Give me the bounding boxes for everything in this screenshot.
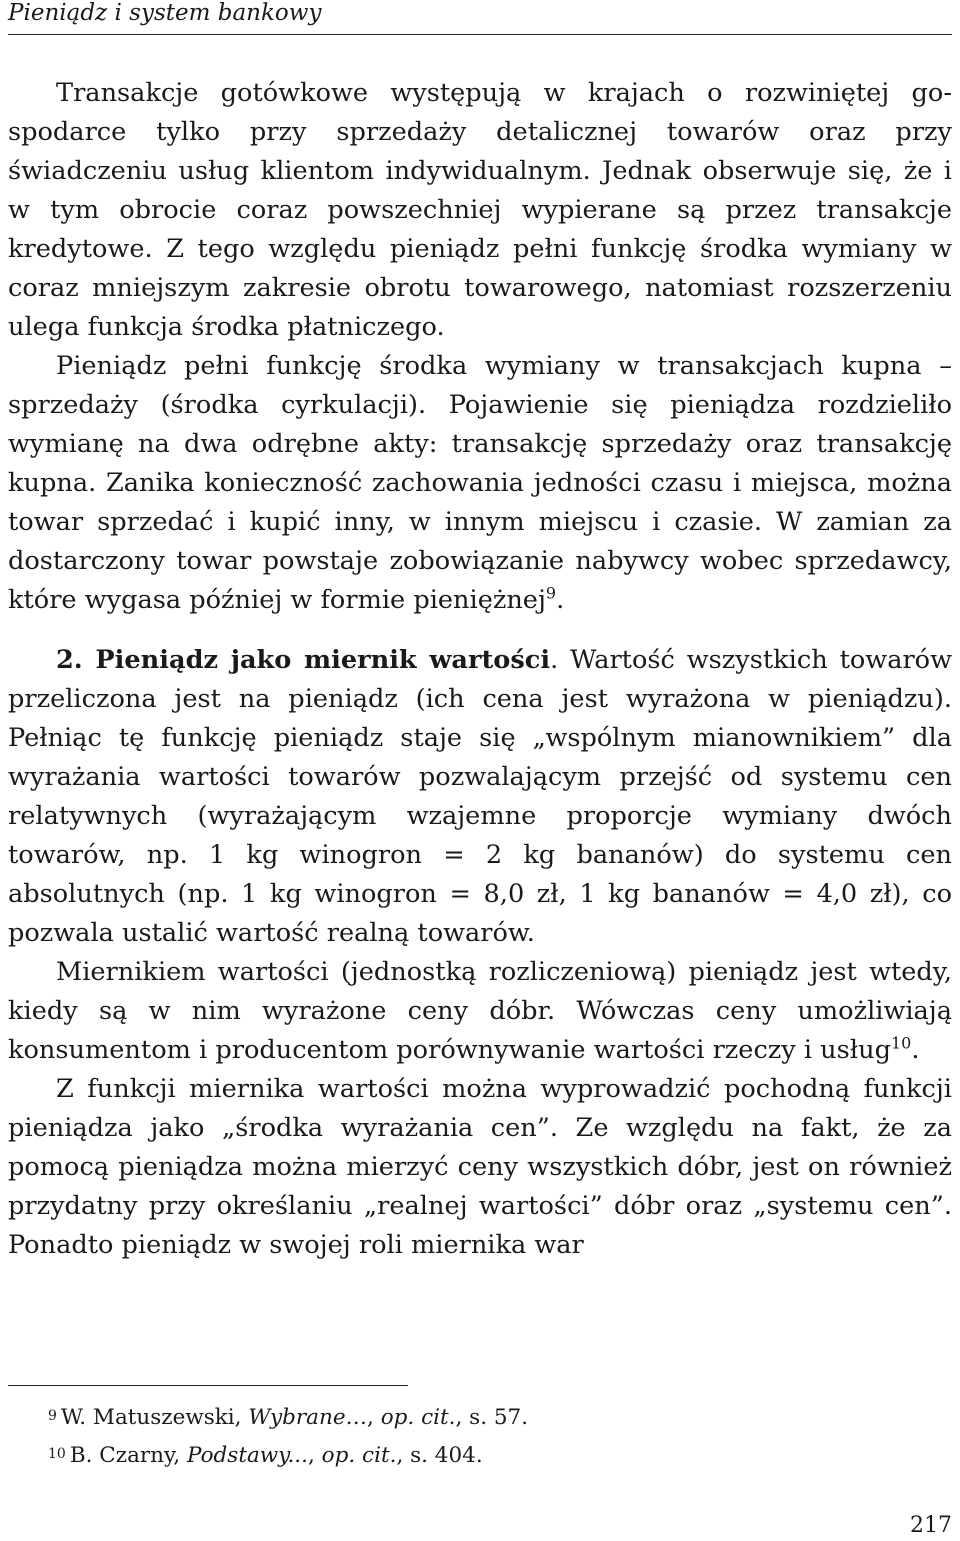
footnote-author: B. Czarny, <box>69 1443 187 1468</box>
footnote-reference: 10 <box>890 1033 912 1053</box>
paragraph-measure-of-value <box>8 641 952 953</box>
footnote-9 <box>48 1398 928 1436</box>
paragraph-end: . <box>556 585 565 615</box>
body-text <box>8 74 952 1265</box>
footnote-op-cit: op. cit. <box>380 1405 456 1430</box>
paragraph-cash-transactions <box>8 74 952 347</box>
paragraph-text: Z funkcji miernika wartości można wyprowadzić pochodną funkcji pieniądza jako „środka wyrażania cen”. Ze względu na fakt, że za pomocą pieniądza można mierzyć ceny wszystkich dóbr, jest on również przydatny przy określaniu „realnej wartości” dóbr oraz „systemu cen”. Ponadto pieniądz w swojej roli miernika war <box>8 1074 952 1260</box>
footnote-10 <box>48 1436 928 1474</box>
footnote-number: 9 <box>48 1408 57 1424</box>
paragraph-price-expression <box>8 1070 952 1265</box>
footnote-separator-text: , <box>307 1443 322 1468</box>
footnote-page: , s. 57. <box>455 1405 529 1430</box>
footnote-reference: 9 <box>545 583 557 603</box>
footnote-separator <box>8 1385 408 1386</box>
footnote-page: , s. 404. <box>396 1443 483 1468</box>
footnote-title: Podstawy... <box>186 1443 308 1468</box>
footnote-number: 10 <box>48 1446 66 1462</box>
running-header <box>8 0 952 35</box>
paragraph-end: . <box>911 1035 920 1065</box>
footnote-title: Wybrane… <box>248 1405 368 1430</box>
paragraph-unit-of-account <box>8 953 952 1070</box>
page-number: 217 <box>910 1513 952 1538</box>
footnotes <box>48 1398 928 1474</box>
paragraph-medium-of-exchange <box>8 347 952 620</box>
footnote-op-cit: op. cit. <box>321 1443 397 1468</box>
footnote-author: W. Matuszewski, <box>60 1405 249 1430</box>
paragraph-text: Miernikiem wartości (jednostką rozliczeniową) pieniądz jest wtedy, kiedy są w nim wyrażone ceny dóbr. Wówczas ceny umożliwiają konsumentom i producentom porównywanie wartości rzeczy i usług <box>8 957 952 1065</box>
footnote-separator-text: , <box>367 1405 381 1430</box>
section-heading: 2. Pieniądz jako miernik wartości <box>56 645 551 675</box>
paragraph-text: Transakcje gotówkowe występują w krajach o rozwiniętej gospodarce tylko przy sprzedaży detalicznej towarów oraz przy świadczeniu usług klientom indywidualnym. Jednak obserwuje się, że i w tym obrocie coraz powszechniej wypierane są przez transakcje kredytowe. Z tego względu pieniądz pełni funkcję środka wymiany w coraz mniejszym zakresie obrotu towarowego, natomiast rozszerzeniu ulega funkcja środka płatniczego. <box>8 78 952 342</box>
paragraph-text: Pieniądz pełni funkcję środka wymiany w transakcjach kupna –sprzedaży (środka cyrkulacji). Pojawienie się pieniądza rozdzieliło wymianę na dwa odrębne akty: transakcję sprzedaży oraz transakcję kupna. Zanika konieczność zachowania jedności czasu i miejsca, można towar sprzedać i kupić inny, w innym miejscu i czasie. W zamian za dostarczony towar powstaje zobowiązanie nabywcy wobec sprzedawcy, które wygasa później w formie pieniężnej <box>8 351 952 615</box>
paragraph-text: . Wartość wszystkich towarów przeliczona jest na pieniądz (ich cena jest wyrażona w pieniądzu). Pełniąc tę funkcję pieniądz staje się „wspólnym mianownikiem” dla wyrażania wartości towarów pozwalającym przejść od systemu cen relatywnych (wyrażającym wzajemne proporcje wymiany dwóch towarów, np. 1 kg winogron = 2 kg bananów) do systemu cen absolutnych (np. 1 kg winogron = 8,0 zł, 1 kg bananów = 4,0 zł), co pozwala ustalić wartość realną towarów. <box>8 645 952 948</box>
running-title: Pieniądz i system bankowy <box>8 0 322 26</box>
